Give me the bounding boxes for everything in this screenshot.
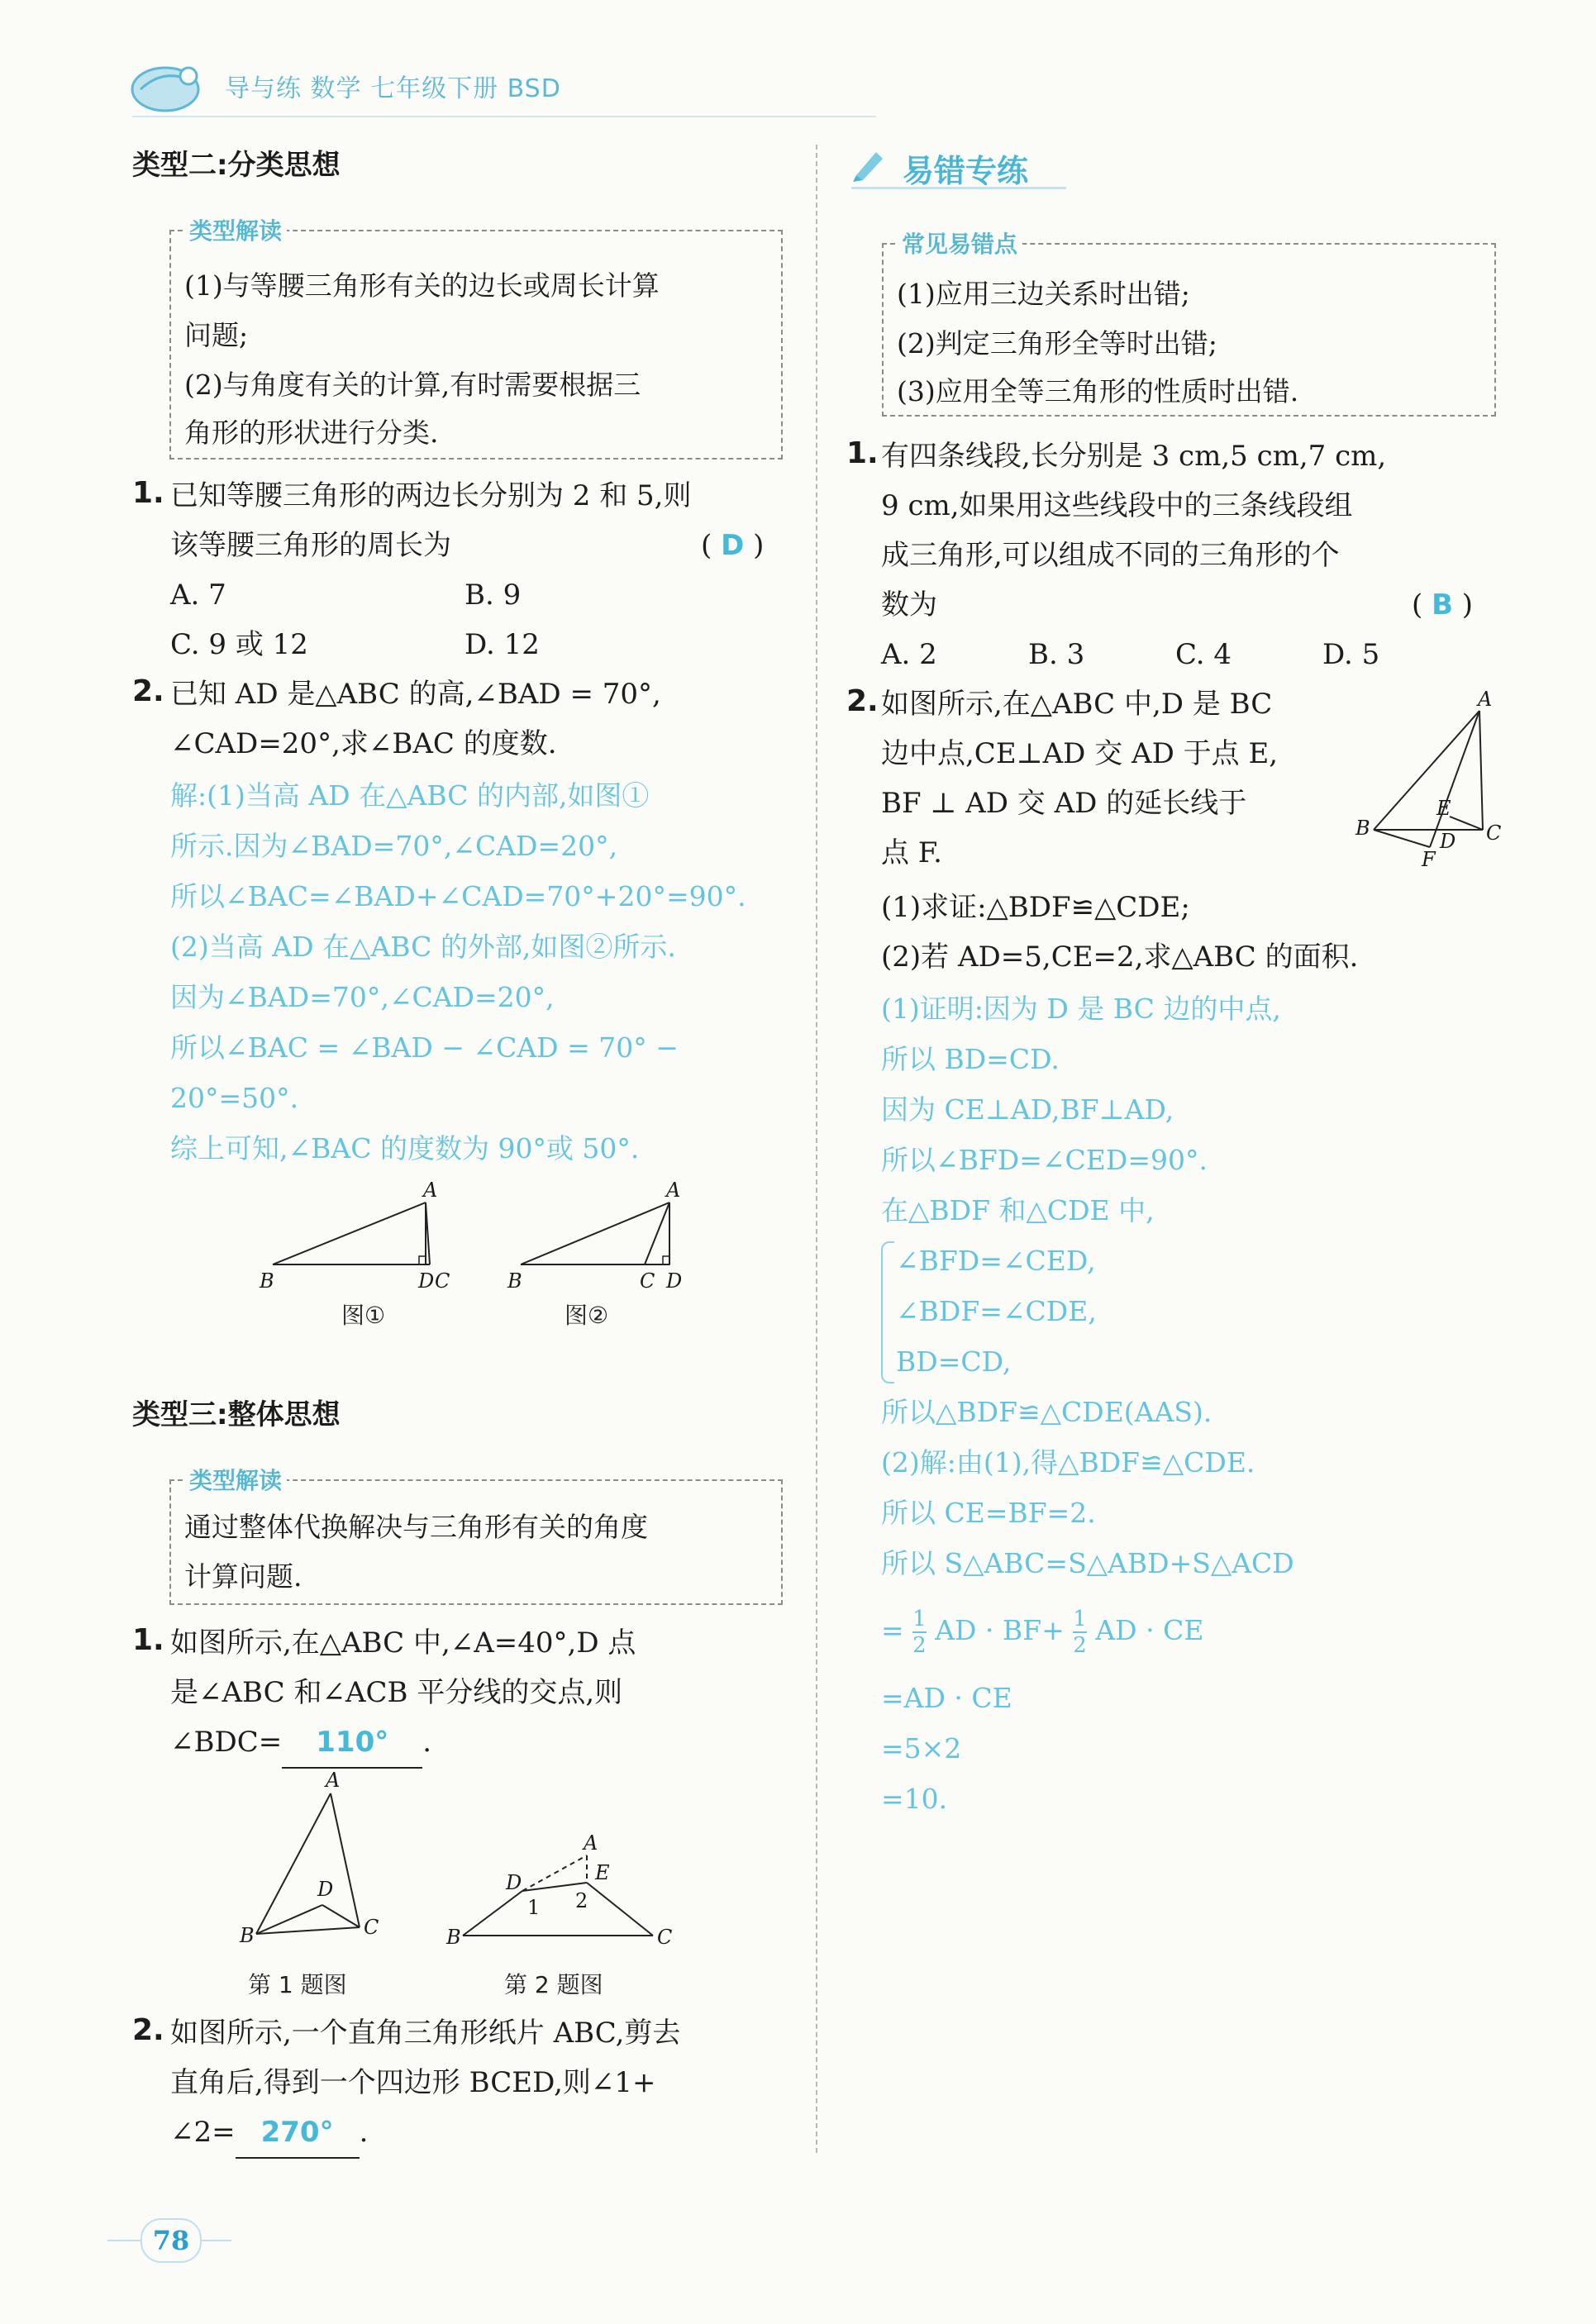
svg-text:A: A <box>584 1831 598 1855</box>
t2q1-answer: D <box>721 529 745 562</box>
logo-icon <box>124 50 215 124</box>
rq2-line-4: 点 F. <box>881 836 942 869</box>
t2q1-option-d: D. 12 <box>465 628 540 661</box>
rq2-figure <box>1347 686 1513 876</box>
type3-box <box>169 1467 783 1605</box>
rq2-sol-11: 所以 CE=BF=2. <box>881 1497 1096 1529</box>
svg-text:B: B <box>260 1269 274 1293</box>
figure-2-triangle <box>507 1179 682 1293</box>
column-divider <box>816 145 817 2153</box>
svg-text:C: C <box>657 1926 673 1949</box>
rq2-sol-13: AD · BF+ <box>935 1614 1065 1646</box>
type2-box-line-1: (1)与等腰三角形有关的边长或周长计算 <box>184 269 660 302</box>
rq2-sol-12: 所以 S△ABC=S△ABD+S△ACD <box>881 1547 1294 1579</box>
rq1-answer-bracket: ( B ) <box>1412 588 1474 621</box>
t2q1-option-a: A. 7 <box>170 579 226 612</box>
t3-fig2-caption: 第 2 题图 <box>504 1971 603 1998</box>
pencil-icon <box>851 145 888 182</box>
t3q1-number: 1. <box>132 1623 164 1657</box>
rq2-sub-1: (1)求证:△BDF≌△CDE; <box>881 891 1190 924</box>
type2-box-line-4: 角形的形状进行分类. <box>184 417 439 449</box>
type3-box-title: 类型解读 <box>184 1463 287 1496</box>
t2q2-sol-2: 所示.因为∠BAD=70°,∠CAD=20°, <box>170 830 618 862</box>
t2q2-sol-4: (2)当高 AD 在△ABC 的外部,如图②所示. <box>170 931 676 963</box>
svg-text:C: C <box>364 1916 379 1939</box>
t2q2-line-1: 已知 AD 是△ABC 的高,∠BAD = 70°, <box>170 678 661 711</box>
fig1-caption: 图① <box>341 1302 386 1329</box>
svg-text:D: D <box>506 1871 522 1894</box>
fig2-caption: 图② <box>565 1302 609 1329</box>
t3q2-number: 2. <box>132 2013 164 2047</box>
rq2-sol-3: 因为 CE⊥AD,BF⊥AD, <box>881 1093 1174 1126</box>
svg-text:D: D <box>317 1878 334 1901</box>
t3q1-suffix: . <box>422 1726 432 1759</box>
svg-text:1: 1 <box>527 1896 541 1919</box>
type3-box-line-1: 通过整体代换解决与三角形有关的角度 <box>184 1511 648 1543</box>
header-title: 导与练 数学 七年级下册 BSD <box>225 74 561 103</box>
rq2-sol-15: =AD · CE <box>881 1682 1012 1714</box>
svg-text:B: B <box>240 1924 255 1947</box>
type2-box-title: 类型解读 <box>184 213 287 246</box>
eq-sign: = <box>881 1614 904 1646</box>
rq1-option-d: D. 5 <box>1322 638 1380 671</box>
t3q2-prefix: ∠2= <box>170 2116 236 2149</box>
svg-text:D: D <box>418 1269 435 1293</box>
rq1-option-b: B. 3 <box>1028 638 1085 671</box>
right-box <box>882 231 1496 417</box>
fraction-1-num: 1 <box>912 1607 927 1631</box>
t3q1-line-1: 如图所示,在△ABC 中,∠A=40°,D 点 <box>170 1626 636 1660</box>
rq2-sol-6: ∠BFD=∠CED, <box>896 1245 1096 1277</box>
t3q1-prefix: ∠BDC= <box>170 1726 283 1759</box>
t3q2-suffix: . <box>359 2116 369 2149</box>
svg-text:E: E <box>1436 797 1451 820</box>
rq1-number: 1. <box>846 436 879 470</box>
fraction-1-den: 2 <box>912 1633 927 1658</box>
page-number: 78 <box>152 2225 190 2256</box>
type3-title: 类型三:整体思想 <box>132 1398 341 1431</box>
t2q2-sol-5: 因为∠BAD=70°,∠CAD=20°, <box>170 981 555 1013</box>
rq1-line-3: 成三角形,可以组成不同的三角形的个 <box>881 539 1340 572</box>
t2q2-sol-7: 20°=50°. <box>170 1082 299 1114</box>
svg-text:C: C <box>435 1269 450 1293</box>
header-rule <box>132 116 876 117</box>
rq2-line-1: 如图所示,在△ABC 中,D 是 BC <box>881 688 1273 721</box>
rq2-sub-2: (2)若 AD=5,CE=2,求△ABC 的面积. <box>881 941 1359 974</box>
svg-text:B: B <box>507 1269 522 1293</box>
rq1-answer: B <box>1432 588 1453 621</box>
svg-text:B: B <box>1355 817 1370 840</box>
rq1-line-2: 9 cm,如果用这些线段中的三条线段组 <box>881 489 1353 522</box>
t2q1-line-1: 已知等腰三角形的两边长分别为 2 和 5,则 <box>170 479 692 512</box>
t2q2-sol-3: 所以∠BAC=∠BAD+∠CAD=70°+20°=90°. <box>170 880 746 912</box>
svg-text:E: E <box>595 1861 610 1884</box>
rq1-option-a: A. 2 <box>881 638 937 671</box>
rq1-line-1: 有四条线段,长分别是 3 cm,5 cm,7 cm, <box>881 440 1387 473</box>
t2q2-sol-8: 综上可知,∠BAC 的度数为 90°或 50°. <box>170 1132 640 1164</box>
svg-text:A: A <box>1478 688 1493 711</box>
t2q2-sol-6: 所以∠BAC = ∠BAD − ∠CAD = 70° − <box>170 1031 679 1064</box>
t3q2-line-1: 如图所示,一个直角三角形纸片 ABC,剪去 <box>170 2017 681 2050</box>
page-number-badge <box>141 2218 202 2263</box>
rq2-sol-17: =10. <box>881 1783 948 1815</box>
rq2-sol-7: ∠BDF=∠CDE, <box>896 1295 1097 1327</box>
t2q1-answer-bracket: ( D ) <box>701 529 765 562</box>
right-title-underline <box>851 187 1066 189</box>
figure-1-triangle <box>259 1179 450 1293</box>
fraction-2-den: 2 <box>1073 1633 1087 1658</box>
t3-figures <box>223 1769 694 1959</box>
svg-text:A: A <box>666 1179 681 1202</box>
t2q1-option-b: B. 9 <box>465 579 522 612</box>
svg-text:D: D <box>666 1269 683 1293</box>
t2q2-line-2: ∠CAD=20°,求∠BAC 的度数. <box>170 727 557 760</box>
t3-figure-1 <box>239 1769 379 1947</box>
svg-text:A: A <box>326 1769 341 1792</box>
t3-figure-2 <box>445 1831 672 1949</box>
svg-text:F: F <box>1422 848 1436 871</box>
system-brace <box>881 1241 894 1383</box>
rq2-sol-10: (2)解:由(1),得△BDF≌△CDE. <box>881 1446 1255 1479</box>
t3-fig1-caption: 第 1 题图 <box>248 1971 347 1998</box>
rq2-sol-14: AD · CE <box>1095 1614 1204 1646</box>
right-box-line-2: (2)判定三角形全等时出错; <box>897 327 1217 360</box>
type2-title: 类型二:分类思想 <box>132 149 341 182</box>
svg-text:B: B <box>446 1926 461 1949</box>
rq2-sol-16: =5×2 <box>881 1732 962 1764</box>
t2q2-figures <box>256 1174 719 1298</box>
rq2-line-3: BF ⊥ AD 交 AD 的延长线于 <box>881 787 1247 820</box>
rq1-option-c: C. 4 <box>1175 638 1232 671</box>
rq2-sol-8: BD=CD, <box>896 1345 1012 1378</box>
type2-box-line-2: 问题; <box>184 319 249 351</box>
fraction-2-num: 1 <box>1073 1607 1087 1631</box>
type2-box-line-3: (2)与角度有关的计算,有时需要根据三 <box>184 369 641 401</box>
t2q1-line-2: 该等腰三角形的周长为 <box>170 529 451 562</box>
t2q1-number: 1. <box>132 476 164 510</box>
rq2-sol-9: 所以△BDF≌△CDE(AAS). <box>881 1396 1212 1428</box>
right-box-line-1: (1)应用三边关系时出错; <box>897 278 1190 310</box>
fraction-1 <box>912 1607 927 1658</box>
type2-box <box>169 217 783 460</box>
right-box-line-3: (3)应用全等三角形的性质时出错. <box>897 375 1299 407</box>
t3q2-line-2: 直角后,得到一个四边形 BCED,则∠1+ <box>170 2066 656 2099</box>
t2q2-sol-1: 解:(1)当高 AD 在△ABC 的内部,如图① <box>170 779 650 812</box>
rq2-sol-fraction-line <box>881 1607 1203 1658</box>
t3q1-answer-blank: 110° <box>282 1717 422 1769</box>
t2q2-number: 2. <box>132 674 164 708</box>
svg-text:D: D <box>1440 830 1456 853</box>
rq2-sol-1: (1)证明:因为 D 是 BC 边的中点, <box>881 993 1281 1025</box>
t3q1-line-3 <box>170 1717 431 1769</box>
rq1-line-4: 数为 <box>881 588 937 621</box>
type3-box-line-2: 计算问题. <box>184 1560 303 1593</box>
svg-text:A: A <box>423 1179 438 1202</box>
right-section-title: 易错专练 <box>903 153 1029 189</box>
rq2-number: 2. <box>846 684 879 718</box>
svg-text:C: C <box>640 1269 655 1293</box>
fraction-2 <box>1073 1607 1087 1658</box>
rq2-sol-4: 所以∠BFD=∠CED=90°. <box>881 1144 1208 1176</box>
t3q1-line-2: 是∠ABC 和∠ACB 平分线的交点,则 <box>170 1676 623 1709</box>
svg-text:2: 2 <box>575 1889 588 1912</box>
rq2-sol-2: 所以 BD=CD. <box>881 1043 1060 1075</box>
rq2-sol-5: 在△BDF 和△CDE 中, <box>881 1194 1155 1226</box>
t3q2-answer-blank: 270° <box>236 2107 360 2159</box>
svg-text:C: C <box>1486 821 1502 845</box>
t2q1-option-c: C. 9 或 12 <box>170 628 308 661</box>
rq2-line-2: 边中点,CE⊥AD 交 AD 于点 E, <box>881 737 1279 770</box>
t3q2-line-3 <box>170 2107 368 2159</box>
right-box-title: 常见易错点 <box>897 226 1022 260</box>
